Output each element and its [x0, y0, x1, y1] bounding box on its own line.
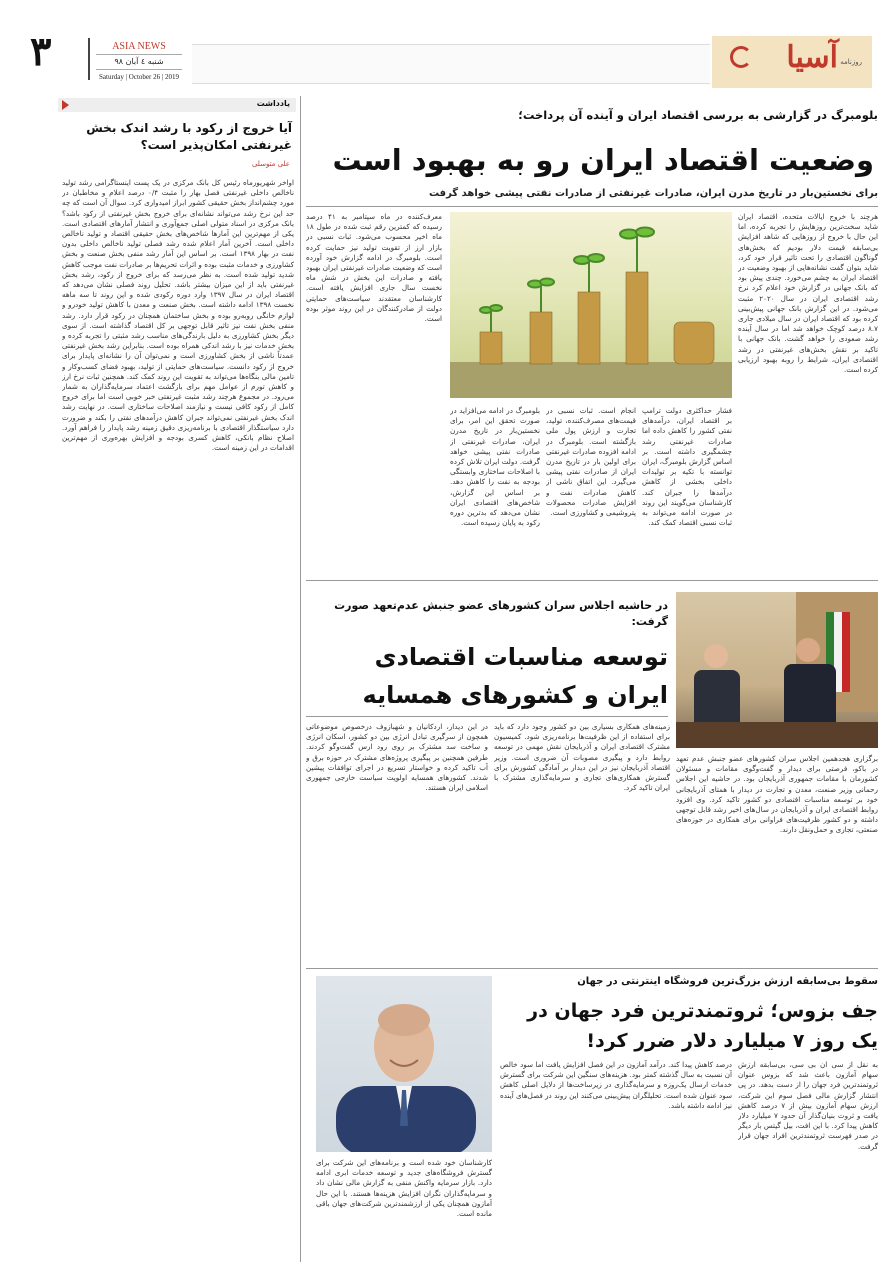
sidebar-title: آیا خروج از رکود با رشد اندک بخش غیرنفتی امکان‌پذیر است؟ [86, 121, 292, 152]
bezos-headline: جف بزوس؛ ثروتمندترین فرد جهان در یک روز ۷ میلیارد دلار ضرر کرد! [527, 1000, 878, 1052]
edition-box [96, 40, 182, 84]
ministers-meeting-photo [676, 592, 878, 748]
page-header [0, 0, 896, 92]
lead-col-b: انجام است. ثبات نسبی در قیمت‌های مصرف‌کننده، تولید، تجارت و ارزش پول ملی بازگشته است. بلومبرگ در ادامه افزوده صادرات غیرنفتی برای اولین بار در تاریخ مدرن ایران از صادرات نفتی پیشی می‌گیرد. این اتفاق ناشی از کاهش صادرات نفت و افزایش صادرات محصولات پتروشیمی و کشاورزی است. [546, 406, 636, 518]
bezos-col-mid: درصد کاهش پیدا کند. درآمد آمازون در این فصل افزایش یافت اما سود خالص آن نسبت به سال گذشته کمتر بود. هزینه‌های سنگین این شرکت برای گسترش خدمات ارسال یک‌روزه و سرمایه‌گذاری در زیرساخت‌ها از دلایل اصلی کاهش سود عنوان شده است. تحلیلگران پیش‌بینی می‌کنند این روند در فصل‌های آینده نیز ادامه داشته باشد. [500, 1060, 732, 1110]
meeting-col-mid: زمینه‌های همکاری بسیاری بین دو کشور وجود دارد که باید برای استفاده از این ظرفیت‌ها برنامه‌ریزی شود. کمیسیون مشترک اقتصادی ایران و آذربایجان نقش مهمی در توسعه روابط دارد و پیگیری مصوبات آن ضروری است. وزیر اقتصاد آذربایجان نیز در این دیدار بر آمادگی کشورش برای گسترش همکاری‌های تجاری و سرمایه‌گذاری مشترک با ایران تاکید کرد. [494, 722, 670, 793]
logo-sub: روزنامه [840, 58, 862, 66]
lead-subhead: برای نخستین‌بار در تاریخ مدرن ایران، صادرات غیرنفتی از صادرات نفتی پیشی خواهد گرفت [428, 188, 878, 199]
coins-plant-icon [450, 212, 732, 398]
lead-headline: وضعیت اقتصاد ایران رو به بهبود است [332, 143, 874, 177]
meeting-kicker: در حاشیه اجلاس سران کشورهای عضو جنبش عدم‌تعهد صورت گرفت: [334, 599, 668, 628]
bezos-col-right: به نقل از سی ان بی سی، بی‌سابقه ارزش سهام آمازون باعث شد که بزوس عنوان ثروتمندترین فرد جهان را از دست بدهد. در پی انتشار گزارش مالی فصل سوم این شرکت، ارزش سهام آمازون بیش از ۷ درصد کاهش یافت و ثروت بنیان‌گذار آن حدود ۷ میلیارد دلار کاهش پیدا کرد. با این افت، بیل گیتس بار دیگر در صدر فهرست ثروتمندترین افراد جهان قرار گرفت. [738, 1060, 878, 1151]
lead-col-right: هرچند با خروج ایالات متحده، اقتصاد ایران شاید سخت‌ترین روزهایش را تجربه کرده، اما این حال با خروج از روزهایی که شاهد افزایش بی‌سابقه قیمت دلار بودیم که بخش‌های گوناگون اقتصادی را تحت تاثیر قرار خود کرد، شاید بتوان گفت نشانه‌هایی از بهبود وضعیت در اقتصاد ایران به چشم می‌خورد. چندی پیش بود که بانک جهانی در گزارش خود اعلام کرد نرخ رشد اقتصادی ایران در سال ۲۰۲۰ مثبت می‌شود. در این گزارش بانک جهانی پیش‌بینی کرده بود که اقتصاد ایران در سال میلادی جاری ۸.۷ درصد کوچک خواهد شد اما در سال آینده رشد صعودی را خواهد گشت. بانک جهانی با تاکید بر نقش بخش‌های غیرنفتی در رشد اقتصادی ایران، شرایط را روبه بهبود ارزیابی کرده است. [738, 212, 878, 375]
date-fa: شنبه ٤ آبان ٩٨ [96, 55, 182, 70]
lead-kicker: بلومبرگ در گزارشی به بررسی اقتصاد ایران و آینده آن پرداخت؛ [518, 108, 878, 122]
sidebar-tag-bar [58, 98, 296, 112]
bezos-figure-icon [316, 976, 492, 1152]
lead-col-a: فشار حداکثری دولت ترامپ بر اقتصاد ایران، درآمدهای نفتی کشور را کاهش داده اما صادرات غیرنفتی رشد چشمگیری داشته است. بر اساس گزارش بلومبرگ، ایران توانسته با تکیه بر تولیدات داخلی بخشی از کاهش درآمدها را جبران کند. کارشناسان می‌گویند این روند در صورت ادامه می‌تواند به ثبات نسبی اقتصاد کمک کند. [642, 406, 732, 528]
logo[interactable] [712, 36, 872, 88]
logo-text: آسیا [786, 40, 838, 75]
meeting-col-right: برگزاری هجدهمین اجلاس سران کشورهای عضو جنبش عدم تعهد در باکو، فرصتی برای دیدار و گفت‌وگوی مقامات و مسئولان کشورمان با مقامات جمهوری آذربایجان بود. در حاشیه این اجلاس رحمانی وزیر صنعت، معدن و تجارت در دیدار با همتای آذربایجانی خود بر توسعه مناسبات اقتصادی دو کشور تاکید کرد. وی افزود روابط اقتصادی ایران و آذربایجان در سال‌های اخیر رشد قابل توجهی داشته و دو کشور ظرفیت‌های فراوانی برای همکاری در حوزه‌های صنعتی، تجاری و حمل‌ونقل دارند. [676, 754, 878, 835]
meeting-headline: توسعه مناسبات اقتصادی ایران و کشورهای همسایه [362, 643, 668, 709]
sidebar-column [58, 96, 296, 1262]
coins-plant-photo [450, 212, 732, 398]
bezos-col-left: کارشناسان خود شده است و برنامه‌های این شرکت برای گسترش فروشگاه‌های جدید و توسعه خدمات ابری ادامه دارد. بازار سرمایه واکنش منفی به گزارش مالی نشان داد و سرمایه‌گذاران نگران افزایش هزینه‌ها هستند. با این حال آمازون همچنان یکی از ارزشمندترین شرکت‌های جهان باقی مانده است. [316, 1158, 492, 1219]
bezos-portrait-photo [316, 976, 492, 1152]
sidebar-tag-arrow-icon [62, 100, 69, 110]
sidebar-tag: یادداشت [256, 99, 290, 108]
issue-line: Saturday | October 26 | 2019 [99, 73, 179, 81]
sidebar-author: علی متوسلی [251, 160, 290, 168]
bezos-kicker: سقوط بی‌سابقه ارزش بزرگ‌ترین فروشگاه اینترنتی در جهان [577, 976, 878, 987]
edition-name: ASIA NEWS [96, 40, 182, 55]
meeting-col-left: در این دیدار، اردکانیان و شهبازوف درخصوص موضوعاتی همچون از سرگیری تبادل انرژی بین دو کشور، اسکان انرژی و ساخت سد مشترک بر روی رود ارس گفت‌وگو کردند. طرفین همچنین بر پیگیری پروژه‌های مشترک در حوزه برق و آب تاکید کرده و خواستار تسریع در اجرای توافقات پیشین شدند. کشورهای همسایه اولویت سیاست خارجی جمهوری اسلامی ایران هستند. [306, 722, 488, 793]
lead-col-mid: معرف‌کننده در ماه سپتامبر به ۴۱ درصد رسیده که کمترین رقم ثبت شده در طول ۱۸ ماه اخیر محسوب می‌شود. ثبات نسبی در بازار ارز از تقویت تولید نیز حمایت کرده است. بلومبرگ در ادامه گزارش خود آورده است که وضعیت صادرات غیرنفتی ایران بهبود یافته و صادرات این بخش در شش ماه نخست سال جاری افزایش یافته است. کارشناسان معتقدند سیاست‌های حمایتی دولت از صادرکنندگان در این روند موثر بوده است. [306, 212, 442, 324]
page-number: ۳ [30, 28, 52, 75]
lead-col-c: بلومبرگ در ادامه می‌افزاید در صورت تحقق این امر، برای نخستین‌بار در تاریخ مدرن ایران، صادرات غیرنفتی از صادرات نفتی پیشی خواهد گرفت. دولت ایران تلاش کرده با اصلاحات ساختاری وابستگی بودجه به نفت را کاهش دهد. بر اساس این گزارش، شاخص‌های اقتصادی ایران نشان می‌دهد که بدترین دوره رکود به پایان رسیده است. [450, 406, 540, 528]
sidebar-body: اواخر شهریورماه رئیس کل بانک مرکزی در یک پست اینستاگرامی رشد تولید ناخالص داخلی غیرنفتی فصل بهار را مثبت ۰/۴ درصد اعلام و مخاطبان در مورد چشم‌انداز بخش حقیقی کشور ابراز امیدواری کرد. سوال آن است که چه حد این نرخ رشد می‌تواند نشانه‌ای برای خروج بخش غیرنفتی از رکود باشد؟ بانک مرکزی در اسناد متولی اصلی جمع‌آوری و انتشار آمارهای اقتصادی است. یکی از مهم‌ترین این آمارها شاخص‌های بخش حقیقی اقتصاد و تولید ناخالص داخلی است. آخرین آمار اعلام شده رشد فصلی تولید ناخالص داخلی بدون نفت در بهار ۱۳۹۸ است. بر اساس این آمار رشد منفی بخش صنعت و بخش کشاورزی و خدمات مثبت بوده و اثرات تحریم‌ها بر صادرات نفت موجب کاهش شدید تولید شده است. به نظر می‌رسد که برای خروج از رکود، رشد بخش غیرنفتی باید از این میزان بیشتر باشد. تحلیل روند فصلی نشان می‌دهد که اقتصاد ایران در سال ۱۳۹۷ وارد دوره رکودی شده و این روند تا سه ماهه نخست ۱۳۹۸ ادامه داشته است. بخش صنعت و معدن با کاهش تولید خودرو و لوازم خانگی روبه‌رو بوده و بخش ساختمان همچنان در رکود قرار دارد. رشد منفی بخش نفت نیز تاثیر قابل توجهی بر کل اقتصاد گذاشته است. از سوی دیگر بخش کشاورزی به دلیل بارندگی‌های مناسب رشد مثبتی را تجربه کرده و بخش خدمات نیز با رشد اندکی همراه بوده است. بنابراین رشد بخش غیرنفتی عمدتاً ناشی از بخش کشاورزی است و نمی‌توان آن را نشانه‌ای پایدار برای خروج از رکود دانست. سیاست‌های حمایتی از تولید، بهبود فضای کسب‌وکار و تامین مالی بنگاه‌ها می‌تواند به تقویت این روند کمک کند. همچنین ثبات نرخ ارز و کاهش تورم از عوامل مهم برای بازگشت اعتماد سرمایه‌گذاران به شمار می‌رود. در مجموع هرچند رشد مثبت غیرنفتی خبر خوبی است اما برای خروج کامل از رکود کافی نیست و نیازمند اصلاحات ساختاری است. در نهایت رشد اندک بخش غیرنفتی نمی‌تواند جبران کاهش درآمدهای نفتی را بکند و ضرورت دارد سیاستگذار اقتصادی با برنامه‌ریزی دقیق زمینه رشد پایدار را فراهم آورد. اصلاح نظام بانکی، کاهش کسری بودجه و افزایش بهره‌وری از مهم‌ترین اقدامات در این زمینه است. [62, 178, 294, 453]
meeting-scene-icon [676, 592, 878, 748]
logo-swoosh-icon [730, 46, 752, 68]
